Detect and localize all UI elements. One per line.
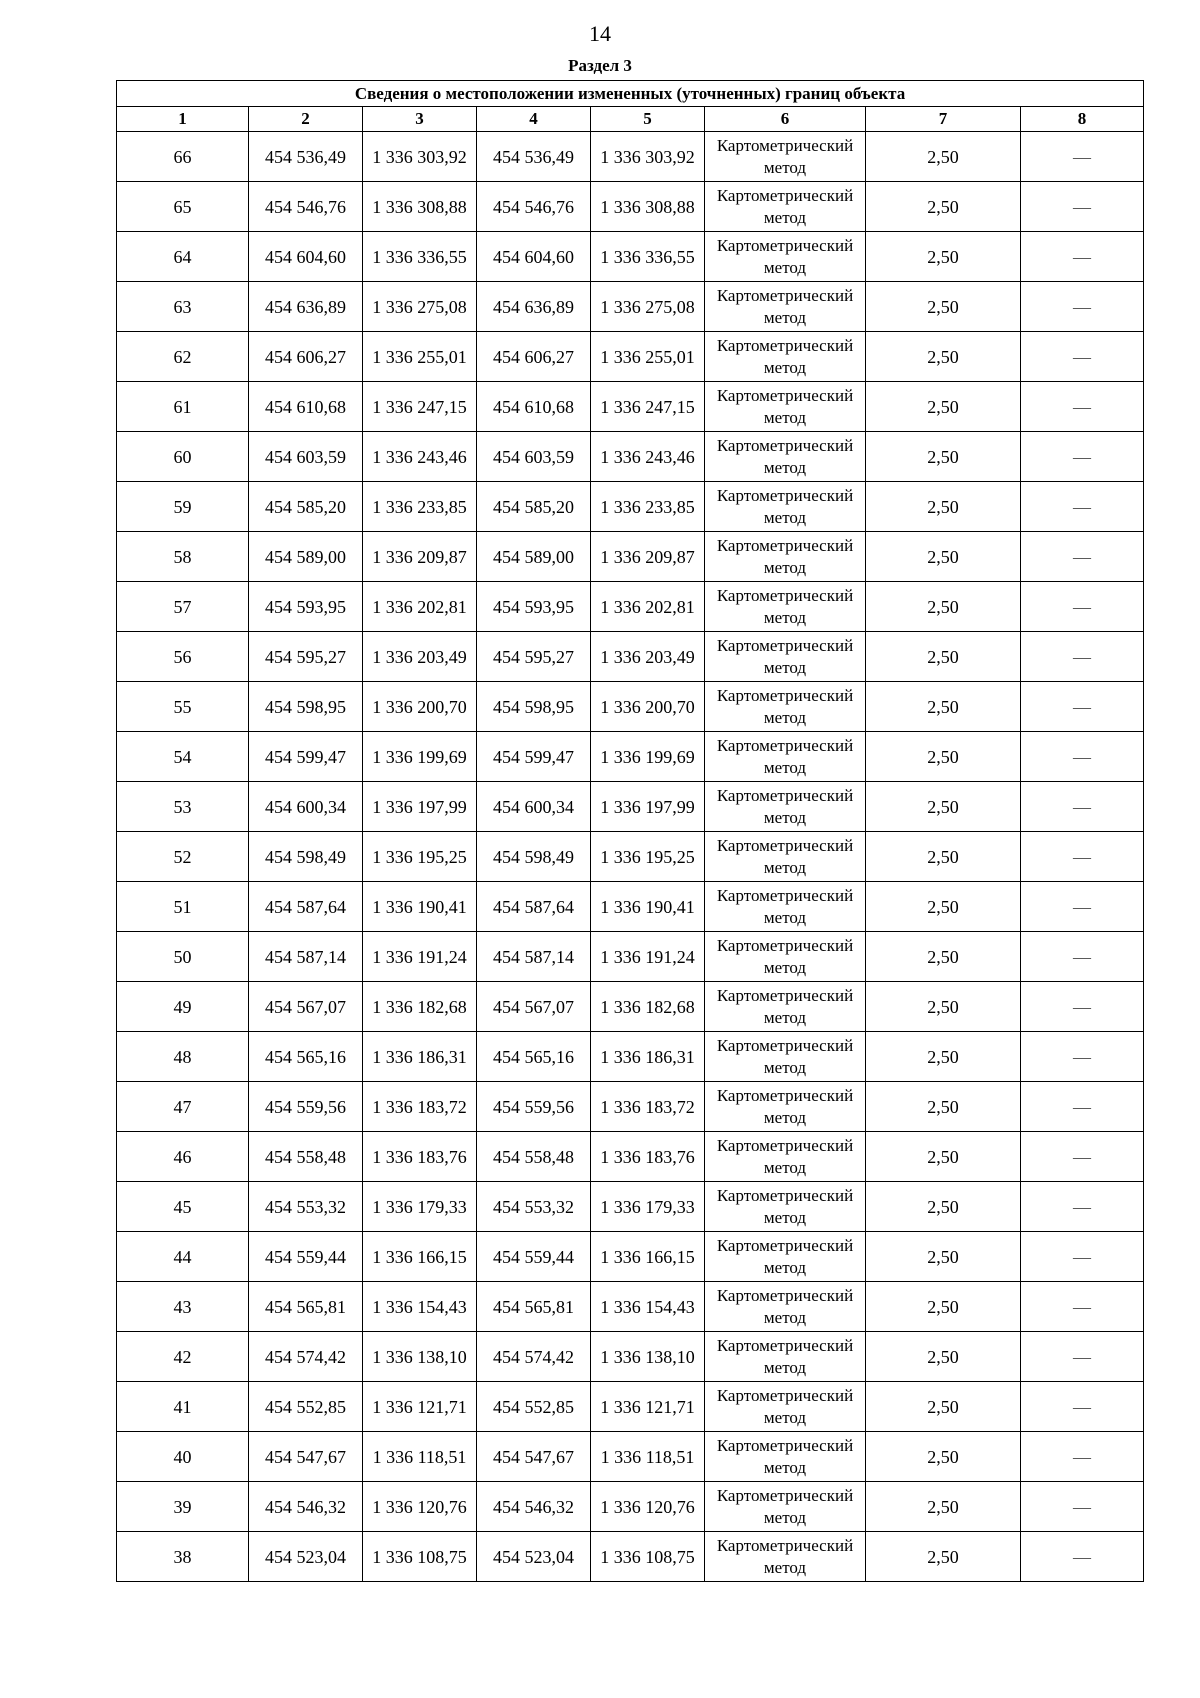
method-cell: Картометрический метод bbox=[705, 282, 866, 332]
y-old-cell: 1 336 303,92 bbox=[363, 132, 477, 182]
x-new-cell: 454 567,07 bbox=[477, 982, 591, 1032]
column-number-row bbox=[117, 107, 1144, 132]
description-cell: — bbox=[1021, 682, 1144, 732]
y-old-cell: 1 336 209,87 bbox=[363, 532, 477, 582]
point-number-cell: 59 bbox=[117, 482, 249, 532]
point-number-cell: 39 bbox=[117, 1482, 249, 1532]
method-cell: Картометрический метод bbox=[705, 1532, 866, 1582]
description-cell: — bbox=[1021, 1382, 1144, 1432]
point-number-cell: 57 bbox=[117, 582, 249, 632]
y-old-cell: 1 336 247,15 bbox=[363, 382, 477, 432]
method-cell: Картометрический метод bbox=[705, 1132, 866, 1182]
point-number-cell: 40 bbox=[117, 1432, 249, 1482]
x-new-cell: 454 606,27 bbox=[477, 332, 591, 382]
y-new-cell: 1 336 191,24 bbox=[591, 932, 705, 982]
y-new-cell: 1 336 197,99 bbox=[591, 782, 705, 832]
y-old-cell: 1 336 182,68 bbox=[363, 982, 477, 1032]
column-header: 1 bbox=[117, 107, 249, 132]
x-new-cell: 454 523,04 bbox=[477, 1532, 591, 1582]
accuracy-cell: 2,50 bbox=[866, 982, 1021, 1032]
point-number-cell: 43 bbox=[117, 1282, 249, 1332]
description-cell: — bbox=[1021, 282, 1144, 332]
x-old-cell: 454 603,59 bbox=[249, 432, 363, 482]
y-new-cell: 1 336 200,70 bbox=[591, 682, 705, 732]
accuracy-cell: 2,50 bbox=[866, 432, 1021, 482]
table-body bbox=[117, 132, 1144, 1582]
x-old-cell: 454 598,95 bbox=[249, 682, 363, 732]
table-row bbox=[117, 682, 1144, 732]
y-new-cell: 1 336 275,08 bbox=[591, 282, 705, 332]
method-cell: Картометрический метод bbox=[705, 1482, 866, 1532]
y-new-cell: 1 336 183,76 bbox=[591, 1132, 705, 1182]
point-number-cell: 46 bbox=[117, 1132, 249, 1182]
y-old-cell: 1 336 190,41 bbox=[363, 882, 477, 932]
x-old-cell: 454 598,49 bbox=[249, 832, 363, 882]
y-old-cell: 1 336 179,33 bbox=[363, 1182, 477, 1232]
description-cell: — bbox=[1021, 1482, 1144, 1532]
method-cell: Картометрический метод bbox=[705, 932, 866, 982]
x-old-cell: 454 636,89 bbox=[249, 282, 363, 332]
description-cell: — bbox=[1021, 982, 1144, 1032]
table-row bbox=[117, 982, 1144, 1032]
x-new-cell: 454 598,95 bbox=[477, 682, 591, 732]
description-cell: — bbox=[1021, 1032, 1144, 1082]
y-new-cell: 1 336 182,68 bbox=[591, 982, 705, 1032]
accuracy-cell: 2,50 bbox=[866, 932, 1021, 982]
table-caption-row bbox=[117, 81, 1144, 107]
y-new-cell: 1 336 166,15 bbox=[591, 1232, 705, 1282]
x-old-cell: 454 589,00 bbox=[249, 532, 363, 582]
y-old-cell: 1 336 166,15 bbox=[363, 1232, 477, 1282]
x-old-cell: 454 585,20 bbox=[249, 482, 363, 532]
x-old-cell: 454 587,64 bbox=[249, 882, 363, 932]
point-number-cell: 50 bbox=[117, 932, 249, 982]
table-row bbox=[117, 232, 1144, 282]
accuracy-cell: 2,50 bbox=[866, 1432, 1021, 1482]
description-cell: — bbox=[1021, 832, 1144, 882]
accuracy-cell: 2,50 bbox=[866, 1232, 1021, 1282]
table-row bbox=[117, 882, 1144, 932]
point-number-cell: 66 bbox=[117, 132, 249, 182]
method-cell: Картометрический метод bbox=[705, 1432, 866, 1482]
table-row bbox=[117, 1532, 1144, 1582]
table-row bbox=[117, 282, 1144, 332]
point-number-cell: 52 bbox=[117, 832, 249, 882]
column-header: 2 bbox=[249, 107, 363, 132]
y-new-cell: 1 336 233,85 bbox=[591, 482, 705, 532]
table-row bbox=[117, 1332, 1144, 1382]
y-old-cell: 1 336 183,76 bbox=[363, 1132, 477, 1182]
y-new-cell: 1 336 209,87 bbox=[591, 532, 705, 582]
table-row bbox=[117, 432, 1144, 482]
point-number-cell: 64 bbox=[117, 232, 249, 282]
point-number-cell: 42 bbox=[117, 1332, 249, 1382]
x-old-cell: 454 604,60 bbox=[249, 232, 363, 282]
description-cell: — bbox=[1021, 382, 1144, 432]
y-old-cell: 1 336 200,70 bbox=[363, 682, 477, 732]
x-old-cell: 454 523,04 bbox=[249, 1532, 363, 1582]
description-cell: — bbox=[1021, 1282, 1144, 1332]
point-number-cell: 54 bbox=[117, 732, 249, 782]
y-old-cell: 1 336 233,85 bbox=[363, 482, 477, 532]
y-old-cell: 1 336 255,01 bbox=[363, 332, 477, 382]
y-old-cell: 1 336 199,69 bbox=[363, 732, 477, 782]
table-row bbox=[117, 1032, 1144, 1082]
table-caption: Сведения о местоположении измененных (уточненных) границ объекта bbox=[117, 81, 1144, 107]
method-cell: Картометрический метод bbox=[705, 582, 866, 632]
x-new-cell: 454 574,42 bbox=[477, 1332, 591, 1382]
accuracy-cell: 2,50 bbox=[866, 282, 1021, 332]
boundary-coordinates-table bbox=[116, 80, 1144, 1582]
method-cell: Картометрический метод bbox=[705, 632, 866, 682]
x-old-cell: 454 546,32 bbox=[249, 1482, 363, 1532]
x-new-cell: 454 599,47 bbox=[477, 732, 591, 782]
accuracy-cell: 2,50 bbox=[866, 1032, 1021, 1082]
accuracy-cell: 2,50 bbox=[866, 1282, 1021, 1332]
method-cell: Картометрический метод bbox=[705, 182, 866, 232]
description-cell: — bbox=[1021, 232, 1144, 282]
table-row bbox=[117, 1282, 1144, 1332]
x-new-cell: 454 553,32 bbox=[477, 1182, 591, 1232]
table-row bbox=[117, 182, 1144, 232]
method-cell: Картометрический метод bbox=[705, 132, 866, 182]
method-cell: Картометрический метод bbox=[705, 1032, 866, 1082]
point-number-cell: 38 bbox=[117, 1532, 249, 1582]
x-new-cell: 454 536,49 bbox=[477, 132, 591, 182]
y-new-cell: 1 336 190,41 bbox=[591, 882, 705, 932]
y-old-cell: 1 336 203,49 bbox=[363, 632, 477, 682]
x-new-cell: 454 559,44 bbox=[477, 1232, 591, 1282]
description-cell: — bbox=[1021, 632, 1144, 682]
table-row bbox=[117, 832, 1144, 882]
point-number-cell: 55 bbox=[117, 682, 249, 732]
description-cell: — bbox=[1021, 1132, 1144, 1182]
column-header: 5 bbox=[591, 107, 705, 132]
table-row bbox=[117, 1082, 1144, 1132]
x-old-cell: 454 546,76 bbox=[249, 182, 363, 232]
y-old-cell: 1 336 183,72 bbox=[363, 1082, 477, 1132]
accuracy-cell: 2,50 bbox=[866, 732, 1021, 782]
point-number-cell: 63 bbox=[117, 282, 249, 332]
description-cell: — bbox=[1021, 1332, 1144, 1382]
y-new-cell: 1 336 183,72 bbox=[591, 1082, 705, 1132]
table-row bbox=[117, 532, 1144, 582]
x-old-cell: 454 587,14 bbox=[249, 932, 363, 982]
y-old-cell: 1 336 186,31 bbox=[363, 1032, 477, 1082]
point-number-cell: 60 bbox=[117, 432, 249, 482]
x-old-cell: 454 559,44 bbox=[249, 1232, 363, 1282]
table-row bbox=[117, 1382, 1144, 1432]
x-old-cell: 454 567,07 bbox=[249, 982, 363, 1032]
accuracy-cell: 2,50 bbox=[866, 1332, 1021, 1382]
y-old-cell: 1 336 191,24 bbox=[363, 932, 477, 982]
x-old-cell: 454 565,16 bbox=[249, 1032, 363, 1082]
method-cell: Картометрический метод bbox=[705, 232, 866, 282]
x-old-cell: 454 606,27 bbox=[249, 332, 363, 382]
table-row bbox=[117, 782, 1144, 832]
x-new-cell: 454 593,95 bbox=[477, 582, 591, 632]
page-number: 14 bbox=[589, 21, 611, 46]
y-old-cell: 1 336 308,88 bbox=[363, 182, 477, 232]
description-cell: — bbox=[1021, 332, 1144, 382]
x-new-cell: 454 547,67 bbox=[477, 1432, 591, 1482]
description-cell: — bbox=[1021, 732, 1144, 782]
x-new-cell: 454 589,00 bbox=[477, 532, 591, 582]
method-cell: Картометрический метод bbox=[705, 1332, 866, 1382]
accuracy-cell: 2,50 bbox=[866, 1482, 1021, 1532]
point-number-cell: 58 bbox=[117, 532, 249, 582]
y-old-cell: 1 336 138,10 bbox=[363, 1332, 477, 1382]
accuracy-cell: 2,50 bbox=[866, 782, 1021, 832]
y-old-cell: 1 336 197,99 bbox=[363, 782, 477, 832]
method-cell: Картометрический метод bbox=[705, 332, 866, 382]
table-row bbox=[117, 1432, 1144, 1482]
x-old-cell: 454 574,42 bbox=[249, 1332, 363, 1382]
table-row bbox=[117, 1132, 1144, 1182]
x-new-cell: 454 585,20 bbox=[477, 482, 591, 532]
accuracy-cell: 2,50 bbox=[866, 1132, 1021, 1182]
y-new-cell: 1 336 186,31 bbox=[591, 1032, 705, 1082]
method-cell: Картометрический метод bbox=[705, 382, 866, 432]
y-new-cell: 1 336 247,15 bbox=[591, 382, 705, 432]
description-cell: — bbox=[1021, 1082, 1144, 1132]
x-old-cell: 454 600,34 bbox=[249, 782, 363, 832]
x-new-cell: 454 546,76 bbox=[477, 182, 591, 232]
method-cell: Картометрический метод bbox=[705, 1182, 866, 1232]
y-old-cell: 1 336 120,76 bbox=[363, 1482, 477, 1532]
y-new-cell: 1 336 203,49 bbox=[591, 632, 705, 682]
table-row bbox=[117, 932, 1144, 982]
y-old-cell: 1 336 336,55 bbox=[363, 232, 477, 282]
accuracy-cell: 2,50 bbox=[866, 232, 1021, 282]
x-new-cell: 454 610,68 bbox=[477, 382, 591, 432]
y-new-cell: 1 336 202,81 bbox=[591, 582, 705, 632]
x-new-cell: 454 604,60 bbox=[477, 232, 591, 282]
section-title: Раздел 3 bbox=[568, 56, 632, 75]
x-new-cell: 454 587,14 bbox=[477, 932, 591, 982]
y-new-cell: 1 336 243,46 bbox=[591, 432, 705, 482]
point-number-cell: 56 bbox=[117, 632, 249, 682]
y-new-cell: 1 336 199,69 bbox=[591, 732, 705, 782]
x-old-cell: 454 599,47 bbox=[249, 732, 363, 782]
method-cell: Картометрический метод bbox=[705, 1232, 866, 1282]
y-new-cell: 1 336 138,10 bbox=[591, 1332, 705, 1382]
y-new-cell: 1 336 179,33 bbox=[591, 1182, 705, 1232]
y-old-cell: 1 336 202,81 bbox=[363, 582, 477, 632]
description-cell: — bbox=[1021, 432, 1144, 482]
x-old-cell: 454 595,27 bbox=[249, 632, 363, 682]
y-old-cell: 1 336 243,46 bbox=[363, 432, 477, 482]
accuracy-cell: 2,50 bbox=[866, 632, 1021, 682]
description-cell: — bbox=[1021, 932, 1144, 982]
y-new-cell: 1 336 195,25 bbox=[591, 832, 705, 882]
x-new-cell: 454 595,27 bbox=[477, 632, 591, 682]
description-cell: — bbox=[1021, 782, 1144, 832]
accuracy-cell: 2,50 bbox=[866, 832, 1021, 882]
column-header: 7 bbox=[866, 107, 1021, 132]
x-old-cell: 454 552,85 bbox=[249, 1382, 363, 1432]
table-row bbox=[117, 1182, 1144, 1232]
accuracy-cell: 2,50 bbox=[866, 882, 1021, 932]
table-row bbox=[117, 332, 1144, 382]
method-cell: Картометрический метод bbox=[705, 882, 866, 932]
y-old-cell: 1 336 121,71 bbox=[363, 1382, 477, 1432]
y-old-cell: 1 336 195,25 bbox=[363, 832, 477, 882]
y-new-cell: 1 336 308,88 bbox=[591, 182, 705, 232]
table-row bbox=[117, 1482, 1144, 1532]
point-number-cell: 51 bbox=[117, 882, 249, 932]
description-cell: — bbox=[1021, 1532, 1144, 1582]
description-cell: — bbox=[1021, 1432, 1144, 1482]
method-cell: Картометрический метод bbox=[705, 682, 866, 732]
x-new-cell: 454 603,59 bbox=[477, 432, 591, 482]
description-cell: — bbox=[1021, 882, 1144, 932]
method-cell: Картометрический метод bbox=[705, 1082, 866, 1132]
x-new-cell: 454 565,16 bbox=[477, 1032, 591, 1082]
point-number-cell: 41 bbox=[117, 1382, 249, 1432]
point-number-cell: 65 bbox=[117, 182, 249, 232]
description-cell: — bbox=[1021, 532, 1144, 582]
method-cell: Картометрический метод bbox=[705, 482, 866, 532]
method-cell: Картометрический метод bbox=[705, 1282, 866, 1332]
y-new-cell: 1 336 255,01 bbox=[591, 332, 705, 382]
x-new-cell: 454 552,85 bbox=[477, 1382, 591, 1432]
method-cell: Картометрический метод bbox=[705, 782, 866, 832]
table-row bbox=[117, 482, 1144, 532]
table-row bbox=[117, 1232, 1144, 1282]
point-number-cell: 44 bbox=[117, 1232, 249, 1282]
x-old-cell: 454 559,56 bbox=[249, 1082, 363, 1132]
x-new-cell: 454 587,64 bbox=[477, 882, 591, 932]
y-new-cell: 1 336 120,76 bbox=[591, 1482, 705, 1532]
method-cell: Картометрический метод bbox=[705, 732, 866, 782]
accuracy-cell: 2,50 bbox=[866, 682, 1021, 732]
table-row bbox=[117, 382, 1144, 432]
point-number-cell: 53 bbox=[117, 782, 249, 832]
point-number-cell: 61 bbox=[117, 382, 249, 432]
point-number-cell: 62 bbox=[117, 332, 249, 382]
method-cell: Картометрический метод bbox=[705, 532, 866, 582]
description-cell: — bbox=[1021, 1182, 1144, 1232]
accuracy-cell: 2,50 bbox=[866, 532, 1021, 582]
accuracy-cell: 2,50 bbox=[866, 332, 1021, 382]
y-new-cell: 1 336 108,75 bbox=[591, 1532, 705, 1582]
method-cell: Картометрический метод bbox=[705, 1382, 866, 1432]
y-new-cell: 1 336 118,51 bbox=[591, 1432, 705, 1482]
description-cell: — bbox=[1021, 132, 1144, 182]
y-new-cell: 1 336 121,71 bbox=[591, 1382, 705, 1432]
column-header: 4 bbox=[477, 107, 591, 132]
column-header: 8 bbox=[1021, 107, 1144, 132]
method-cell: Картометрический метод bbox=[705, 982, 866, 1032]
x-new-cell: 454 598,49 bbox=[477, 832, 591, 882]
x-old-cell: 454 547,67 bbox=[249, 1432, 363, 1482]
description-cell: — bbox=[1021, 482, 1144, 532]
y-old-cell: 1 336 118,51 bbox=[363, 1432, 477, 1482]
x-new-cell: 454 565,81 bbox=[477, 1282, 591, 1332]
point-number-cell: 47 bbox=[117, 1082, 249, 1132]
table-row bbox=[117, 582, 1144, 632]
x-old-cell: 454 558,48 bbox=[249, 1132, 363, 1182]
point-number-cell: 48 bbox=[117, 1032, 249, 1082]
accuracy-cell: 2,50 bbox=[866, 382, 1021, 432]
x-old-cell: 454 565,81 bbox=[249, 1282, 363, 1332]
y-new-cell: 1 336 336,55 bbox=[591, 232, 705, 282]
point-number-cell: 49 bbox=[117, 982, 249, 1032]
table-row bbox=[117, 632, 1144, 682]
accuracy-cell: 2,50 bbox=[866, 132, 1021, 182]
x-new-cell: 454 559,56 bbox=[477, 1082, 591, 1132]
x-new-cell: 454 636,89 bbox=[477, 282, 591, 332]
x-old-cell: 454 610,68 bbox=[249, 382, 363, 432]
table-row bbox=[117, 132, 1144, 182]
method-cell: Картометрический метод bbox=[705, 832, 866, 882]
y-old-cell: 1 336 154,43 bbox=[363, 1282, 477, 1332]
y-old-cell: 1 336 108,75 bbox=[363, 1532, 477, 1582]
description-cell: — bbox=[1021, 182, 1144, 232]
column-header: 3 bbox=[363, 107, 477, 132]
accuracy-cell: 2,50 bbox=[866, 582, 1021, 632]
point-number-cell: 45 bbox=[117, 1182, 249, 1232]
table-row bbox=[117, 732, 1144, 782]
accuracy-cell: 2,50 bbox=[866, 1532, 1021, 1582]
accuracy-cell: 2,50 bbox=[866, 182, 1021, 232]
x-new-cell: 454 546,32 bbox=[477, 1482, 591, 1532]
description-cell: — bbox=[1021, 1232, 1144, 1282]
description-cell: — bbox=[1021, 582, 1144, 632]
x-old-cell: 454 553,32 bbox=[249, 1182, 363, 1232]
accuracy-cell: 2,50 bbox=[866, 1082, 1021, 1132]
accuracy-cell: 2,50 bbox=[866, 1182, 1021, 1232]
x-old-cell: 454 536,49 bbox=[249, 132, 363, 182]
accuracy-cell: 2,50 bbox=[866, 1382, 1021, 1432]
column-header: 6 bbox=[705, 107, 866, 132]
y-old-cell: 1 336 275,08 bbox=[363, 282, 477, 332]
method-cell: Картометрический метод bbox=[705, 432, 866, 482]
y-new-cell: 1 336 303,92 bbox=[591, 132, 705, 182]
x-new-cell: 454 558,48 bbox=[477, 1132, 591, 1182]
accuracy-cell: 2,50 bbox=[866, 482, 1021, 532]
x-new-cell: 454 600,34 bbox=[477, 782, 591, 832]
y-new-cell: 1 336 154,43 bbox=[591, 1282, 705, 1332]
x-old-cell: 454 593,95 bbox=[249, 582, 363, 632]
